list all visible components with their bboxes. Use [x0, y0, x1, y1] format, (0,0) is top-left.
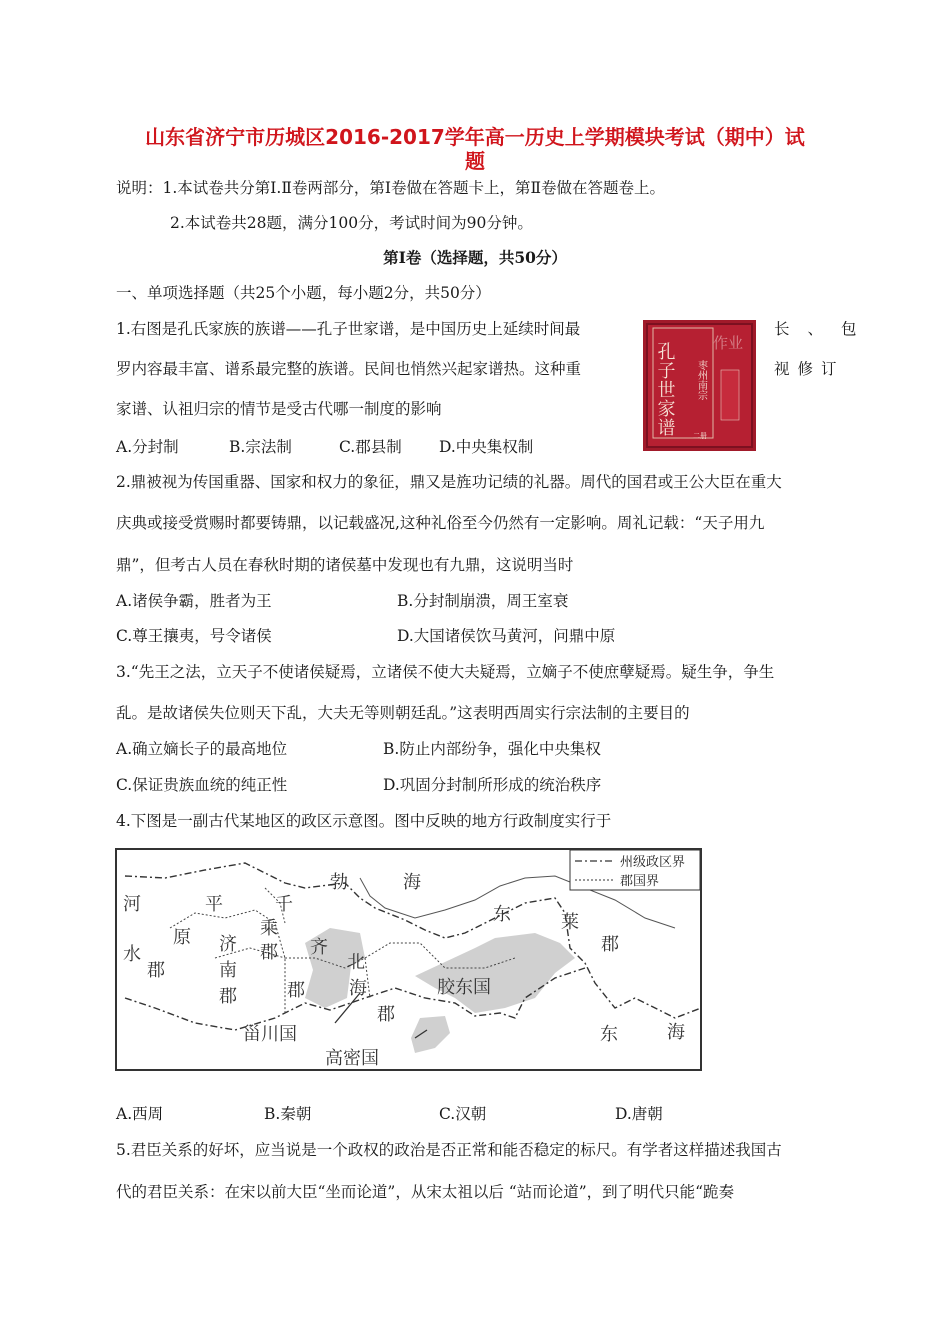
map-label-jiaodong: 胶东国 — [437, 977, 491, 998]
legend-province-boundary: 州级政区界 — [620, 855, 686, 870]
map-label-hai: 海 — [403, 872, 421, 893]
q4-option-c: C.汉朝 — [439, 1105, 487, 1123]
map-label-gaomi: 高密国 — [325, 1048, 379, 1069]
q2-line-3: 鼎”，但考古人员在春秋时期的诸侯墓中发现也有九鼎，这说明当时 — [116, 556, 574, 574]
q4-option-a: A.西周 — [116, 1105, 164, 1123]
q3-option-b: B.防止内部纷争，强化中央集权 — [383, 740, 601, 758]
book-volume: 二册 — [693, 432, 707, 440]
map-label-beihai-hai: 海 — [349, 978, 367, 999]
q1-line-3: 家谱、认祖归宗的情节是受古代哪一制度的影响 — [116, 400, 442, 418]
map-label-qiancheng-jun: 郡 — [260, 942, 278, 963]
map-label-ji: 济 — [219, 934, 237, 955]
book-side-title: 枣州南宗 — [695, 360, 707, 400]
map-label-qian: 千 — [275, 894, 293, 915]
part1-heading: 第Ⅰ卷（选择题，共50分） — [383, 248, 567, 267]
title-line-1: 山东省济宁市历城区2016-2017学年高一历史上学期模块考试（期中）试 — [145, 125, 805, 149]
map-label-ping: 平 — [205, 894, 223, 915]
map-label-nan: 南 — [219, 960, 237, 981]
q3-option-d: D.巩固分封制所形成的统治秩序 — [383, 776, 602, 794]
map-label-qi: 齐 — [310, 937, 328, 958]
book-main-title: 孔子世家谱 — [654, 342, 676, 437]
map-label-he: 河 — [123, 894, 141, 915]
title-line-2: 题 — [465, 149, 485, 173]
q4-line-1: 4.下图是一副古代某地区的政区示意图。图中反映的地方行政制度实行于 — [116, 812, 612, 830]
q2-line-2: 庆典或接受赏赐时都要铸鼎，以记载盛况,这种礼俗至今仍然有一定影响。周礼记载：“天子用九 — [116, 514, 765, 532]
q1-line-2: 罗内容最丰富、谱系最完整的族谱。民间也悄然兴起家谱热。这种重 — [116, 360, 582, 378]
region-map — [115, 848, 702, 1071]
q3-option-c: C.保证贵族血统的纯正性 — [116, 776, 288, 794]
book-watermark: 作业 — [713, 334, 744, 352]
section-heading: 一、单项选择题（共25个小题，每小题2分，共50分） — [116, 284, 491, 302]
map-label-dong: 东 — [493, 904, 511, 925]
map-label-zichuan: 甾川国 — [243, 1024, 297, 1045]
note-line-2: 2.本试卷共28题，满分100分，考试时间为90分钟。 — [170, 214, 533, 232]
q1-line-1: 1.右图是孔氏家族的族谱——孔子世家谱，是中国历史上延续时间最 — [116, 320, 581, 338]
note-line-1: 说明：1.本试卷共分第Ⅰ.Ⅱ卷两部分，第Ⅰ卷做在答题卡上，第Ⅱ卷做在答题卷上。 — [116, 179, 666, 197]
map-label-jinan-jun: 郡 — [219, 986, 237, 1007]
q1-option-b: B.宗法制 — [229, 438, 292, 456]
map-label-cheng: 乘 — [260, 918, 278, 939]
q2-line-1: 2.鼎被视为传国重器、国家和权力的象征，鼎又是旌功记绩的礼器。周代的国君或王公大臣在重大 — [116, 473, 782, 491]
q3-line-1: 3.“先王之法，立天子不使诸侯疑焉，立诸侯不使大夫疑焉，立嫡子不使庶孽疑焉。疑生争，争生 — [116, 663, 775, 681]
q2-option-a: A.诸侯争霸，胜者为王 — [116, 592, 272, 610]
map-label-donghai-hai: 海 — [667, 1022, 685, 1043]
q3-line-2: 乱。是故诸侯失位则天下乱，大夫无等则朝廷乱。”这表明西周实行宗法制的主要目的 — [116, 704, 690, 722]
q1-option-a: A.分封制 — [116, 438, 179, 456]
map-label-beihai-jun: 郡 — [377, 1004, 395, 1025]
map-label-bo: 勃 — [330, 872, 348, 893]
map-label-shui: 水 — [123, 944, 141, 965]
map-label-yuan: 原 — [173, 927, 191, 948]
genealogy-book-image — [643, 320, 756, 451]
map-label-donglai-jun: 郡 — [601, 934, 619, 955]
map-label-pingyuan-jun: 郡 — [147, 960, 165, 981]
q2-option-d: D.大国诸侯饮马黄河，问鼎中原 — [397, 627, 616, 645]
legend-commandery-boundary: 郡国界 — [620, 874, 660, 889]
q1-line-1-tail: 长、包 — [774, 320, 875, 338]
map-label-donghai-dong: 东 — [600, 1024, 618, 1045]
q2-option-b: B.分封制崩溃，周王室衰 — [397, 592, 569, 610]
q3-option-a: A.确立嫡长子的最高地位 — [116, 740, 288, 758]
q2-option-c: C.尊王攘夷，号令诸侯 — [116, 627, 272, 645]
q1-option-c: C.郡县制 — [339, 438, 402, 456]
q1-option-d: D.中央集权制 — [439, 438, 534, 456]
q5-line-1: 5.君臣关系的好坏，应当说是一个政权的政治是否正常和能否稳定的标尺。有学者这样描述我国古 — [116, 1141, 782, 1159]
q5-line-2: 代的君臣关系：在宋以前大臣“坐而论道”，从宋太祖以后 “站而论道”，到了明代只能“跪奏 — [116, 1183, 735, 1201]
q4-option-b: B.秦朝 — [264, 1105, 312, 1123]
q4-option-d: D.唐朝 — [615, 1105, 663, 1123]
map-label-lai: 莱 — [561, 912, 579, 933]
document-title — [110, 125, 840, 173]
q1-line-2-tail: 视修订 — [774, 360, 845, 378]
map-label-bei: 北 — [347, 952, 365, 973]
map-label-qi-jun: 郡 — [287, 980, 305, 1001]
